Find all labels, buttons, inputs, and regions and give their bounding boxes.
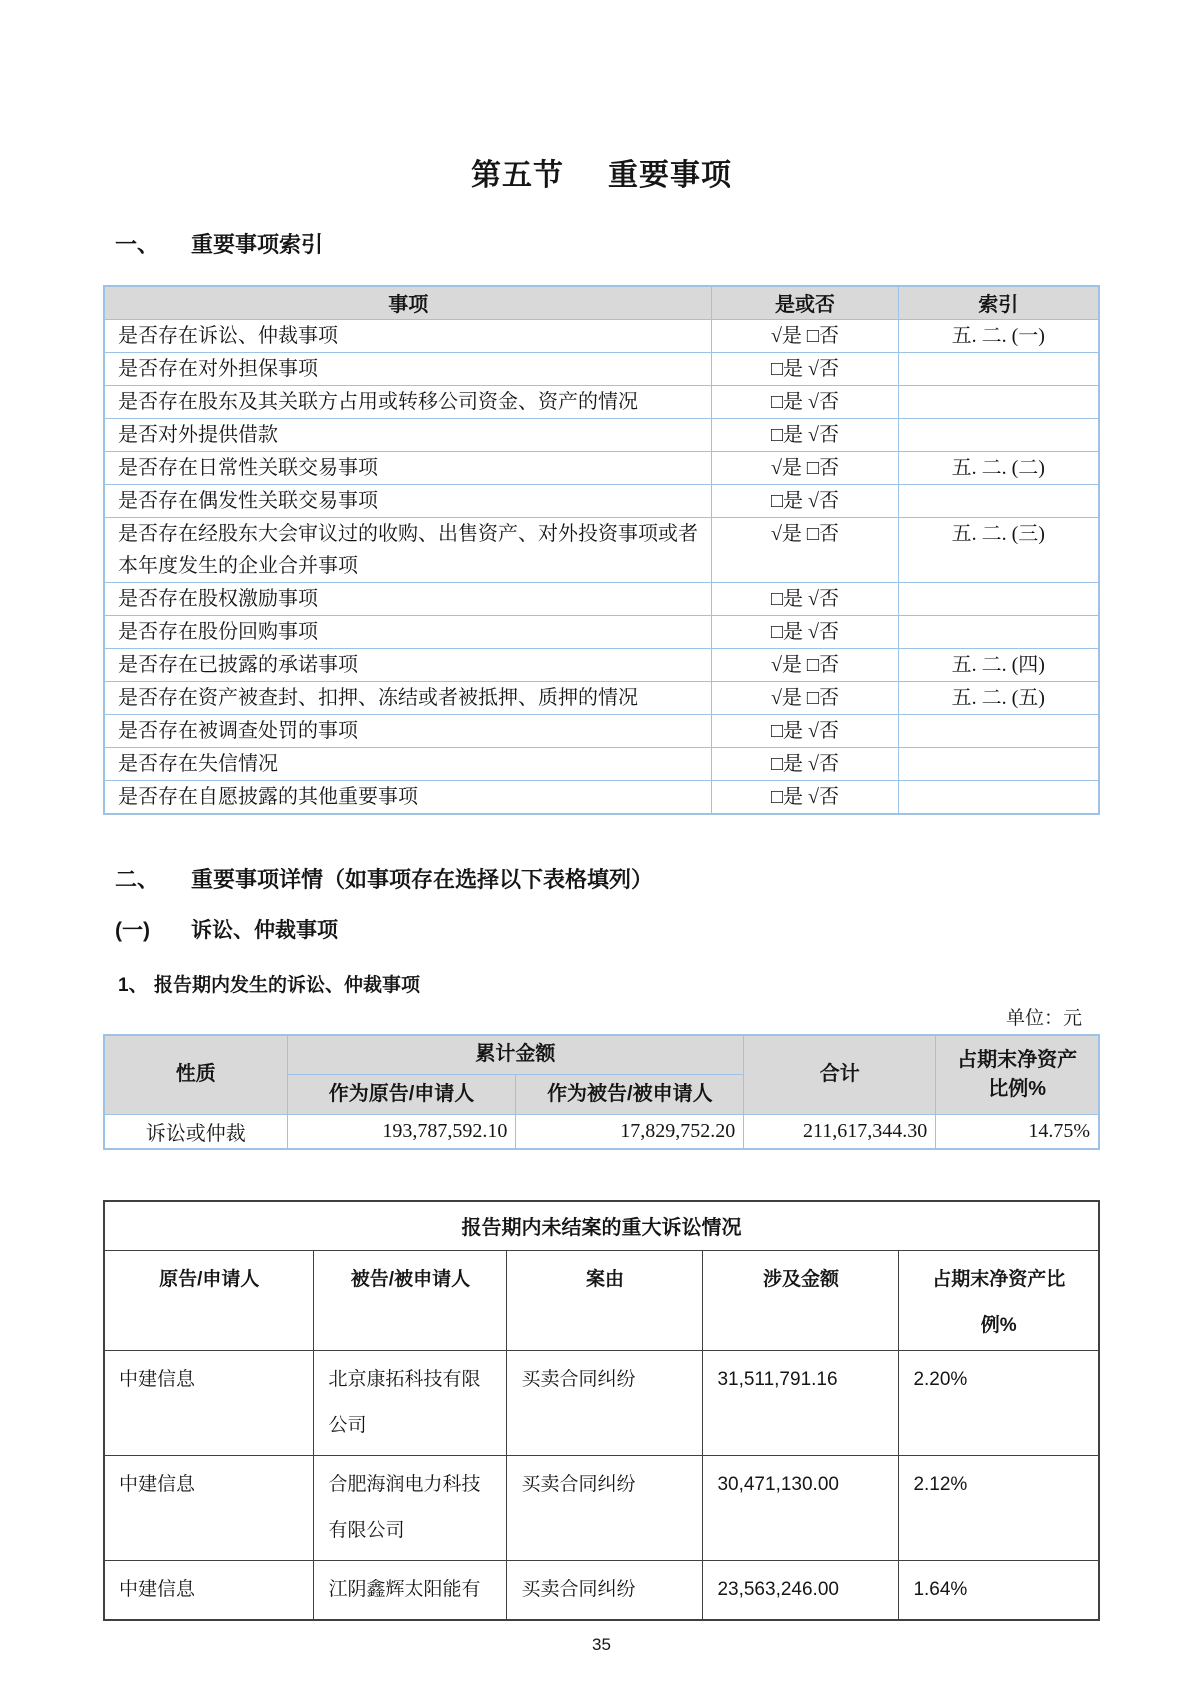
matter-item-cell: 是否存在失信情况 (104, 747, 712, 780)
amount-cell: 30,471,130.00 (703, 1456, 899, 1561)
index-table-row (104, 319, 1099, 352)
nature-cell: 诉讼或仲裁 (104, 1115, 287, 1149)
cause-cell: 买卖合同纠纷 (507, 1561, 703, 1621)
index-ref-cell (898, 484, 1099, 517)
yes-no-cell: □是 √否 (712, 747, 898, 780)
index-ref-cell (898, 582, 1099, 615)
yes-no-cell: □是 √否 (712, 780, 898, 814)
matter-item-cell: 是否存在日常性关联交易事项 (104, 451, 712, 484)
index-ref-cell (898, 747, 1099, 780)
plaintiff-cell: 中建信息 (104, 1351, 314, 1456)
index-ref-cell: 五. 二. (二) (898, 451, 1099, 484)
yes-no-cell: □是 √否 (712, 582, 898, 615)
col-header-net-asset-ratio: 占期末净资产比例% (936, 1035, 1099, 1115)
index-table-header-row (104, 286, 1099, 319)
matter-item-cell: 是否存在诉讼、仲裁事项 (104, 319, 712, 352)
defendant-cell: 北京康拓科技有限公司 (314, 1351, 507, 1456)
item-1-number: 1、 (118, 974, 148, 996)
section-1-title: 重要事项索引 (191, 232, 324, 257)
index-ref-cell: 五. 二. (四) (898, 648, 1099, 681)
subsection-1-heading (115, 914, 1100, 944)
index-ref-cell: 五. 二. (三) (898, 517, 1099, 582)
section-1-heading (115, 228, 1100, 259)
col-header-ratio: 占期末净资产比例% (899, 1251, 1099, 1351)
pending-table-header-row (104, 1251, 1099, 1351)
index-table-row (104, 747, 1099, 780)
col-header-nature: 性质 (104, 1035, 287, 1115)
index-ref-cell: 五. 二. (五) (898, 681, 1099, 714)
pending-lawsuit-row (104, 1456, 1099, 1561)
matter-item-cell: 是否存在对外担保事项 (104, 352, 712, 385)
defendant-cell: 合肥海润电力科技有限公司 (314, 1456, 507, 1561)
important-matters-index-table (103, 285, 1100, 815)
yes-no-cell: √是 □否 (712, 451, 898, 484)
lawsuit-summary-table (103, 1034, 1100, 1150)
ratio-cell: 14.75% (936, 1115, 1099, 1149)
pending-table-title-row (104, 1201, 1099, 1251)
matter-item-cell: 是否存在经股东大会审议过的收购、出售资产、对外投资事项或者本年度发生的企业合并事项 (104, 517, 712, 582)
amount-cell: 23,563,246.00 (703, 1561, 899, 1621)
col-header-plaintiff: 原告/申请人 (104, 1251, 314, 1351)
col-header-amount: 涉及金额 (703, 1251, 899, 1351)
matter-item-cell: 是否存在已披露的承诺事项 (104, 648, 712, 681)
index-table-row (104, 517, 1099, 582)
index-table-row (104, 484, 1099, 517)
col-header-as-defendant: 作为被告/被申请人 (516, 1075, 744, 1115)
page-title-text: 重要事项 (608, 159, 732, 192)
subsection-1-title: 诉讼、仲裁事项 (191, 918, 338, 942)
index-table-row (104, 418, 1099, 451)
matter-item-cell: 是否存在股东及其关联方占用或转移公司资金、资产的情况 (104, 385, 712, 418)
index-table-row (104, 385, 1099, 418)
index-table-row (104, 582, 1099, 615)
index-table-row (104, 451, 1099, 484)
amount-cell: 31,511,791.16 (703, 1351, 899, 1456)
plaintiff-cell: 中建信息 (104, 1456, 314, 1561)
matter-item-cell: 是否对外提供借款 (104, 418, 712, 451)
defendant-amount-cell: 17,829,752.20 (516, 1115, 744, 1149)
index-table-row (104, 615, 1099, 648)
index-ref-cell (898, 615, 1099, 648)
index-table-row (104, 714, 1099, 747)
index-table-row (104, 681, 1099, 714)
yes-no-cell: □是 √否 (712, 385, 898, 418)
col-header-yes-no: 是或否 (712, 286, 898, 319)
index-ref-cell (898, 352, 1099, 385)
pending-lawsuit-row (104, 1561, 1099, 1621)
index-ref-cell (898, 418, 1099, 451)
matter-item-cell: 是否存在股权激励事项 (104, 582, 712, 615)
yes-no-cell: √是 □否 (712, 517, 898, 582)
col-header-as-plaintiff: 作为原告/申请人 (287, 1075, 516, 1115)
matter-item-cell: 是否存在股份回购事项 (104, 615, 712, 648)
index-table-row (104, 780, 1099, 814)
yes-no-cell: □是 √否 (712, 352, 898, 385)
index-ref-cell (898, 780, 1099, 814)
yes-no-cell: □是 √否 (712, 418, 898, 451)
ratio-cell: 2.20% (899, 1351, 1099, 1456)
yes-no-cell: □是 √否 (712, 615, 898, 648)
col-header-defendant: 被告/被申请人 (314, 1251, 507, 1351)
yes-no-cell: √是 □否 (712, 681, 898, 714)
defendant-cell: 江阴鑫辉太阳能有 (314, 1561, 507, 1621)
col-header-matter: 事项 (104, 286, 712, 319)
col-header-total: 合计 (744, 1035, 936, 1115)
matter-item-cell: 是否存在自愿披露的其他重要事项 (104, 780, 712, 814)
item-1-heading (118, 970, 1100, 997)
plaintiff-cell: 中建信息 (104, 1561, 314, 1621)
total-amount-cell: 211,617,344.30 (744, 1115, 936, 1149)
matter-item-cell: 是否存在偶发性关联交易事项 (104, 484, 712, 517)
page-number: 35 (592, 1635, 611, 1654)
item-1-title: 报告期内发生的诉讼、仲裁事项 (154, 974, 421, 996)
unit-label: 单位：元 (1005, 1007, 1082, 1029)
matter-item-cell: 是否存在被调查处罚的事项 (104, 714, 712, 747)
subsection-1-number: (一) (115, 918, 150, 942)
section-2-title: 重要事项详情（如事项存在选择以下表格填列） (191, 866, 654, 892)
index-ref-cell (898, 714, 1099, 747)
plaintiff-amount-cell: 193,787,592.10 (287, 1115, 516, 1149)
ratio-cell: 1.64% (899, 1561, 1099, 1621)
yes-no-cell: √是 □否 (712, 648, 898, 681)
cause-cell: 买卖合同纠纷 (507, 1351, 703, 1456)
index-table-row (104, 352, 1099, 385)
col-header-cumulative-amount: 累计金额 (287, 1035, 744, 1075)
yes-no-cell: □是 √否 (712, 714, 898, 747)
yes-no-cell: √是 □否 (712, 319, 898, 352)
cause-cell: 买卖合同纠纷 (507, 1456, 703, 1561)
pending-lawsuits-table (103, 1200, 1100, 1622)
section-2-number: 二、 (115, 866, 160, 892)
page-title-section-no: 第五节 (471, 159, 564, 192)
index-ref-cell (898, 385, 1099, 418)
pending-table-title: 报告期内未结案的重大诉讼情况 (104, 1201, 1099, 1251)
matter-item-cell: 是否存在资产被查封、扣押、冻结或者被抵押、质押的情况 (104, 681, 712, 714)
summary-header-row-1 (104, 1035, 1099, 1075)
pending-lawsuit-row (104, 1351, 1099, 1456)
page-title (103, 150, 1100, 194)
summary-data-row (104, 1115, 1099, 1149)
col-header-index: 索引 (898, 286, 1099, 319)
col-header-cause: 案由 (507, 1251, 703, 1351)
yes-no-cell: □是 √否 (712, 484, 898, 517)
ratio-cell: 2.12% (899, 1456, 1099, 1561)
index-ref-cell: 五. 二. (一) (898, 319, 1099, 352)
index-table-row (104, 648, 1099, 681)
section-1-number: 一、 (115, 232, 160, 257)
section-2-heading (115, 863, 1100, 894)
